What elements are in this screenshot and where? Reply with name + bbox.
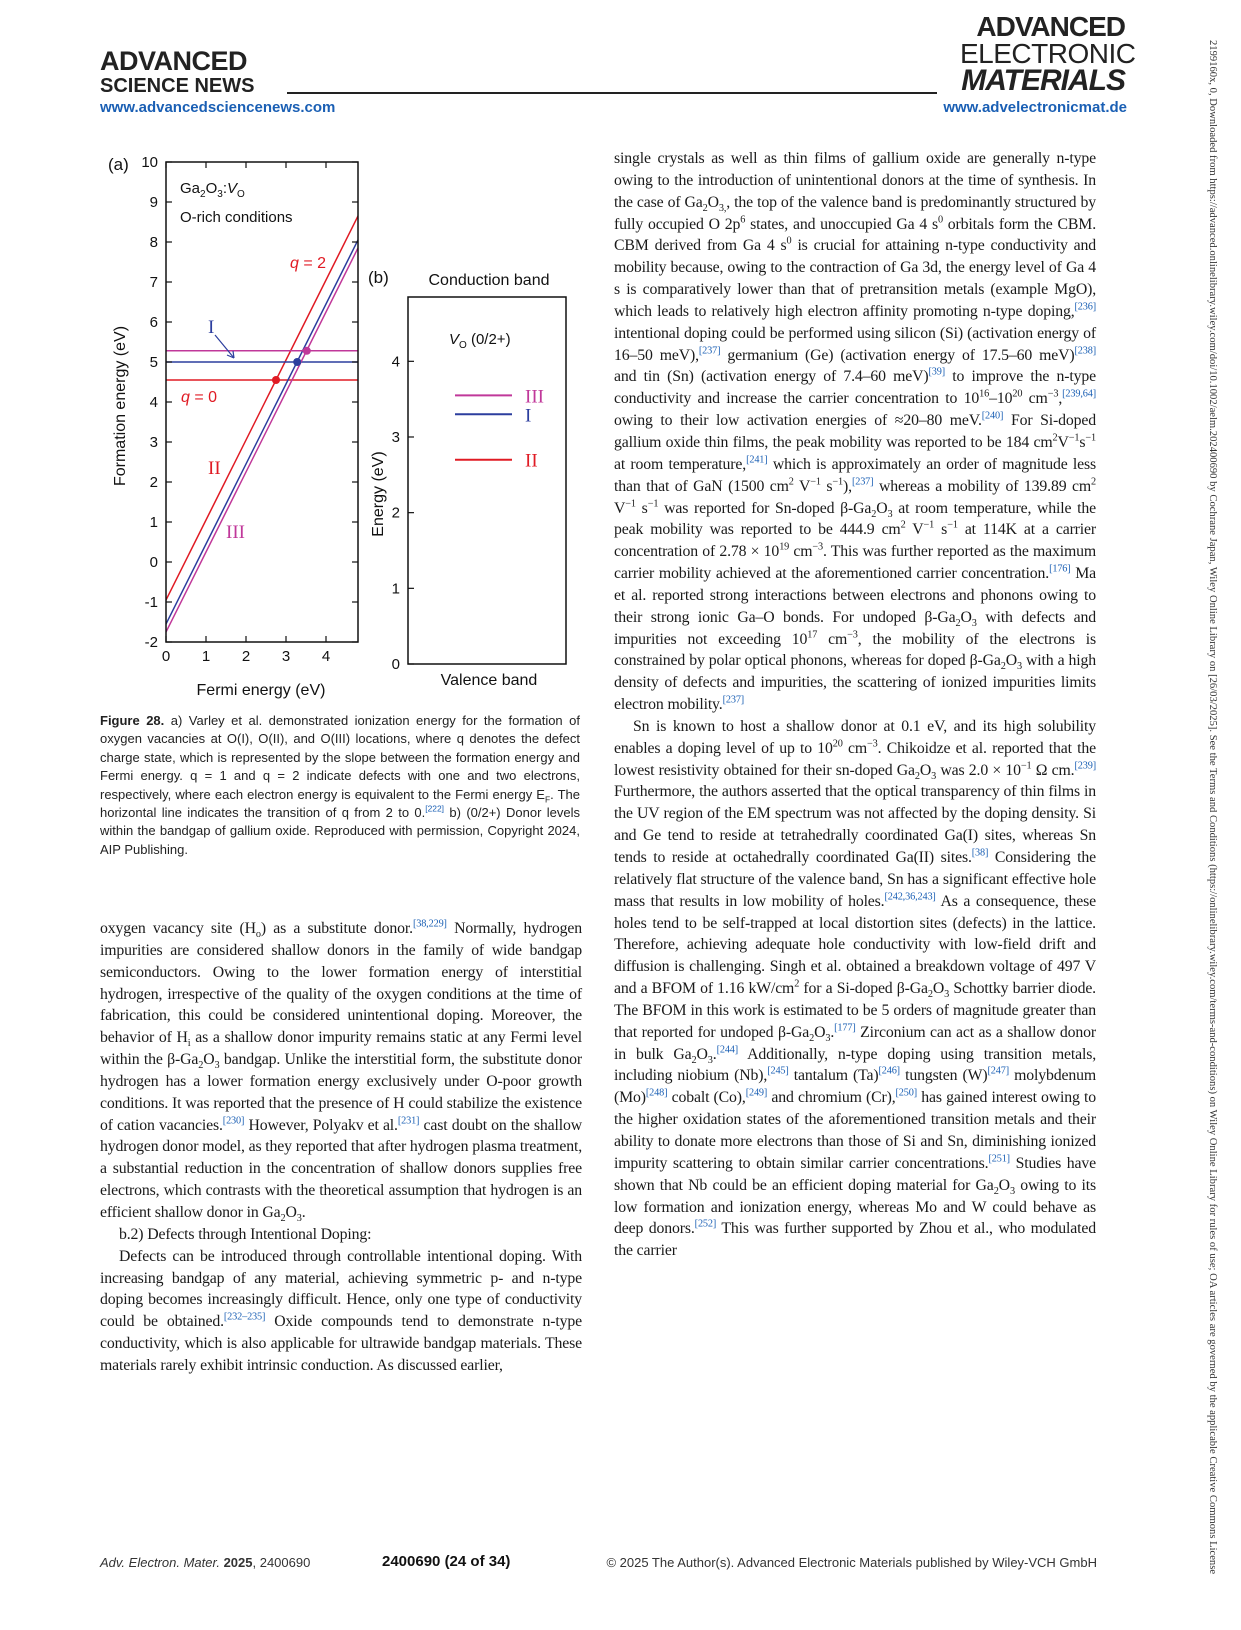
citation-link[interactable]: [176] [1049,563,1071,575]
series-I-transition-point [293,358,301,366]
q0-label: q = 0 [181,389,218,406]
y-tick-label: 9 [149,194,158,211]
footer-page-number: 2400690 (24 of 34) [382,1553,511,1570]
citation-link[interactable]: [244] [716,1044,739,1056]
citation-link[interactable]: [39] [928,367,946,379]
y-tick-label: 8 [149,234,158,251]
annot-I-arrow [215,335,234,358]
journal-logo-line2: ELECTRONIC [960,37,1136,69]
footer-journal-ref: Adv. Electron. Mater. 2025, 2400690 [100,1555,311,1570]
q2-label: q = 2 [290,255,327,272]
citation-link[interactable]: [239] [1074,760,1096,772]
y-tick-label: 1 [149,514,158,531]
publisher-url-link[interactable]: www.advancedsciencenews.com [100,99,336,116]
citation-link[interactable]: [38,229] [412,918,447,930]
panel-b-frame [408,297,566,664]
download-notice [1207,40,1219,1600]
journal-logo [960,11,1136,98]
y-tick-label: -1 [144,594,158,611]
figure-28 [100,148,600,708]
caption-ef-sub: F [544,794,551,805]
y-tick-label: 6 [149,314,158,331]
annot-III: III [226,522,245,543]
y-tick-label: 3 [149,434,158,451]
journal-logo-line1: ADVANCED [976,11,1125,42]
panel-b-vo-label: $V_O$ (0/2+) [449,331,511,351]
y-tick-label: 2 [149,474,158,491]
panel-a-title-line2: O-rich conditions [180,209,293,226]
panel-a-series-group [166,216,358,632]
y-tick-label: 3 [391,428,400,446]
citation-link[interactable]: [240] [981,410,1004,422]
citation-link[interactable]: [249] [745,1088,768,1100]
y-tick-label: 7 [149,274,158,291]
annot-II: II [208,458,221,479]
series-I-q2-line [166,240,358,624]
download-notice-text: 2199160x, 0, Downloaded from https://advanced.onlinelibrary.wiley.com/doi/10.1002/aelm.202400690 by Cochrane Japan, Wiley Online Library on [26/03/2025]. See the Terms and Conditions (https://onlinelibrary.wiley.com/terms-and-conditions) on Wiley Online Library for rules of use; OA articles are governed by the applicable Creative Commons License [1207,40,1218,1575]
x-tick-label: 2 [241,648,251,665]
footer-copyright: © 2025 The Author(s). Advanced Electronic Materials published by Wiley-VCH GmbH [606,1555,1097,1570]
panel-b-plot [392,297,566,673]
y-tick-label: -2 [144,634,158,651]
citation-link[interactable]: [230] [222,1115,245,1127]
figure-caption [100,712,580,859]
citation-link[interactable]: [241] [746,454,768,466]
y-tick-label: 5 [149,354,158,371]
citation-link[interactable]: [236] [1074,301,1096,313]
caption-citation[interactable]: [222] [425,803,445,814]
publisher-logo [100,48,254,96]
y-tick-label: 2 [391,504,400,522]
citation-link[interactable]: [252] [694,1219,717,1231]
publisher-logo-line1: ADVANCED [100,46,248,76]
citation-link[interactable]: [231] [397,1115,420,1127]
citation-link[interactable]: [242,36,243] [884,891,936,903]
citation-link[interactable]: [245] [767,1066,789,1078]
level-I-label: I [525,405,532,427]
citation-link[interactable]: [247] [987,1066,1010,1078]
panel-a-title-line1: $Ga_2O_3:V_O$ [180,180,245,200]
y-tick-label: 4 [391,353,400,371]
caption-text-3: b) (0/2+) Donor levels within the bandgap of gallium oxide. Reproduced with permission, Copyright 2024, AIP Publishing. [100,805,580,857]
level-II-label: II [525,450,538,472]
journal-url-link[interactable]: www.advelectronicmat.de [943,99,1127,116]
series-III-q2-line [166,248,358,632]
x-tick-label: 0 [161,648,171,665]
citation-link[interactable]: [248] [645,1088,668,1100]
right-paragraph-1: single crystals as well as thin films of gallium oxide are generally n-type owing to the introduction of unintentional donors at the time of synthesis. In the case of $Ga_2O_{3,}$, the top of the valence band is predominantly structured by fully occupied O $2p^6$ states, and unoccupied Ga 4 $s^0$ orbitals form the CBM. CBM derived from Ga 4 $s^0$ is crucial for attaining n-type conductivity and mobility because, owing to the contraction of Ga 3d, the energy level of Ga 4 s is comparatively lower than that of pretransition metals (example MgO), which leads to relatively high electron affinity promoting n-type doping,[236] intentional doping could be performed using silicon (Si) (activation energy of 16–50 meV),[237] germanium (Ge) (activation energy of 17.5–60 meV)[238] and tin (Sn) (activation energy of 7.4–60 meV)[39] to improve the n-type conductivity and increase the carrier concentration to $10^{16}-10^{20}$ $cm^{-3},[239,64]$ owing to their low activation energies of ≈20–80 meV.[240] For Si-doped gallium oxide thin films, the peak mobility was reported to be 184 $cm^2V^{-1}s^{-1}$ at room temperature,[241] which is approximately an order of magnitude less than that of GaN (1500 $cm^2$ $V^{-1}$ $s^{-1}),[237]$ whereas a mobility of 139.89 $cm^2$ $V^{-1}$ $s^{-1}$ was reported for Sn-doped $\beta-Ga_2O_3$ at room temperature, while the peak mobility was reported to be 444.9 $cm^2$ $V^{-1}$ $s^{-1}$ at 114K at a carrier concentration of $2.78 \times 10^{19}$ $cm^{-3}$. This was further reported as the maximum carrier mobility achieved at the aforementioned carrier concentration.[176] Ma et al. reported strong interactions between electrons and phonons owing to their strong ionic Ga–O bonds. For undoped $\beta-Ga_2O_3$ with defects and impurities not exceeding $10^{17}$ $cm^{-3}$, the mobility of the electrons is constrained by polar optical phonons, whereas for doped $\beta-Ga_2O_3$ with a high density of defects and impurities, the scattering of ionized impurities limits electron mobility.[237] [614,150,1097,714]
citation-link[interactable]: [237] [722,694,745,706]
y-tick-label: 0 [391,656,400,673]
citation-link[interactable]: [237] [698,345,721,357]
panel-a-label: (a) [108,155,129,174]
panel-a-plot [141,154,358,665]
citation-link[interactable]: [239,64] [1062,389,1096,401]
citation-link[interactable]: [250] [895,1088,918,1100]
level-III-label: III [525,386,544,408]
panel-b-bottom-label: Valence band [440,672,538,689]
y-tick-label: 4 [149,394,158,411]
citation-link[interactable]: [251] [988,1153,1010,1165]
caption-label: Figure 28. [100,713,165,728]
citation-link[interactable]: [246] [878,1066,900,1078]
caption-text-1: a) Varley et al. demonstrated ionization energy for the formation of oxygen vacancies at O(I), O(II), and O(III) locations, where q denotes the defect charge state, which is represented by the slope between the formation energy and Fermi energy. q = 1 and q = 2 indicate defects with one and two electrons, respectively, where each electron energy is equivalent to the Fermi energy E [100,713,580,802]
caption-text-2: . The horizontal line indicates the transition of q from 2 to 0. [100,786,580,821]
publisher-logo-line2: SCIENCE NEWS [100,75,255,97]
right-paragraph-2: Sn is known to host a shallow donor at 0.1 eV, and its high solubility enables a doping level of up to $10^{20}$ $cm^{-3}$. Chikoidze et al. reported that the lowest resistivity obtained for their sn-doped $Ga_2O_3$ was $2.0 \times 10^{-1}$ Ω cm.[239] Furthermore, the authors asserted that the optical transparency of thin films in the UV region of the EM spectrum was not affected by the doping density. Si and Ge tend to reside at tetrahedrally coordinated Ga(I) sites, whereas Sn tends to reside at octahedrally coordinated Ga(II) sites.[38] Considering the relatively flat structure of the valence band, Sn has a significant effective hole mass that results in low mobility of holes.[242,36,243] As a consequence, these holes tend to be self-trapped at local distortion sites (defects) in the lattice. Therefore, achieving adequate hole conductivity with low-field drift and diffusion is challenging. Singh et al. obtained a breakdown voltage of 497 V and a BFOM of 1.16 $kW/cm^2$ for a Si-doped $\beta-Ga_2O_3$ Schottky barrier diode. The BFOM in this work is estimated to be 5 orders of magnitude greater than that reported for undoped $\beta-Ga_2O_3.[177]$ Zirconium can act as a shallow donor in bulk $Ga_2O_3.[244]$ Additionally, n-type doping using transition metals, including niobium (Nb),[245] tantalum (Ta)[246] tungsten (W)[247] molybdenum (Mo)[248] cobalt (Co),[249] and chromium (Cr),[250] has gained interest owing to the higher oxidation states of the aforementioned transition metals and their ability to donate more electrons than those of Si and Sn, diminishing ionized impurity scattering to obtain similar carrier concentrations.[251] Studies have shown that Nb could be an efficient doping material for $Ga_2O_3$ owing to its low formation and ionization energy, whereas Mo and W could behave as deep donors.[252] This was further supported by Zhou et al., who modulated the carrier [614,717,1097,1260]
citation-link[interactable]: [38] [971,847,989,859]
journal-logo-line3: MATERIALS [961,64,1125,98]
y-tick-label: 0 [149,554,158,571]
left-column [100,918,582,1377]
panel-a-ylabel: Formation energy (eV) [112,325,129,487]
citation-link[interactable]: [232–235] [223,1311,266,1323]
section-heading: b.2) Defects through Intentional Doping: [119,1225,372,1243]
series-III-transition-point [303,347,311,355]
panel-a-xlabel: Fermi energy (eV) [196,682,326,699]
citation-link[interactable]: [177] [834,1022,856,1034]
left-paragraph-1: oxygen vacancy site $(H_o)$ as a substitute donor.[38,229] Normally, hydrogen impurities are considered shallow donors in the family of wide bandgap semiconductors. Owing to the lower formation energy of interstitial hydrogen, irrespective of the quality of the oxygen conditions at the time of fabrication, this could be considered unintentional doping. Moreover, the behavior of $H_i$ as a shallow donor impurity remains static at any Fermi level within the $\beta-Ga_2O_3$ bandgap. Unlike the interstitial form, the substitute donor hydrogen has a lower formation energy exclusively under O-poor growth conditions. It was reported that the presence of H could stabilize the existence of cation vacancies.[230] However, Polyakv et al.[231] cast doubt on the shallow hydrogen donor model, as they reported that after hydrogen plasma treatment, a substantial reduction in the concentration of shallow donors supplies free electrons, which contrasts with the theoretical assumption that hydrogen is an efficient shallow donor in $Ga_2O_3$. [100,918,582,1225]
annot-I: I [208,317,215,338]
series-II-transition-point [272,376,280,384]
left-paragraph-3: Defects can be introduced through controllable intentional doping. With increasing bandgap of any material, achieving symmetric p- and n-type doping becomes increasingly difficult. Hence, only one type of conductivity could be obtained.[232–235] Oxide compounds tend to demonstrate n-type conductivity, which is also applicable for ultrawide bandgap materials. These materials rarely exhibit intrinsic conduction. As discussed earlier, [100,1247,582,1374]
citation-link[interactable]: [238] [1074,345,1096,357]
y-tick-label: 10 [141,154,158,171]
header-divider [287,92,937,94]
citation-link[interactable]: [237] [851,476,874,488]
x-tick-label: 4 [321,648,331,665]
y-tick-label: 1 [391,580,400,598]
right-column [614,148,1096,1262]
series-II-q2-line [166,216,358,600]
panel-b-top-label: Conduction band [428,272,550,289]
panel-b-ylabel: Energy (eV) [370,451,387,537]
x-tick-label: 3 [281,648,291,665]
panel-b-label: (b) [368,268,389,287]
x-tick-label: 1 [201,648,211,665]
